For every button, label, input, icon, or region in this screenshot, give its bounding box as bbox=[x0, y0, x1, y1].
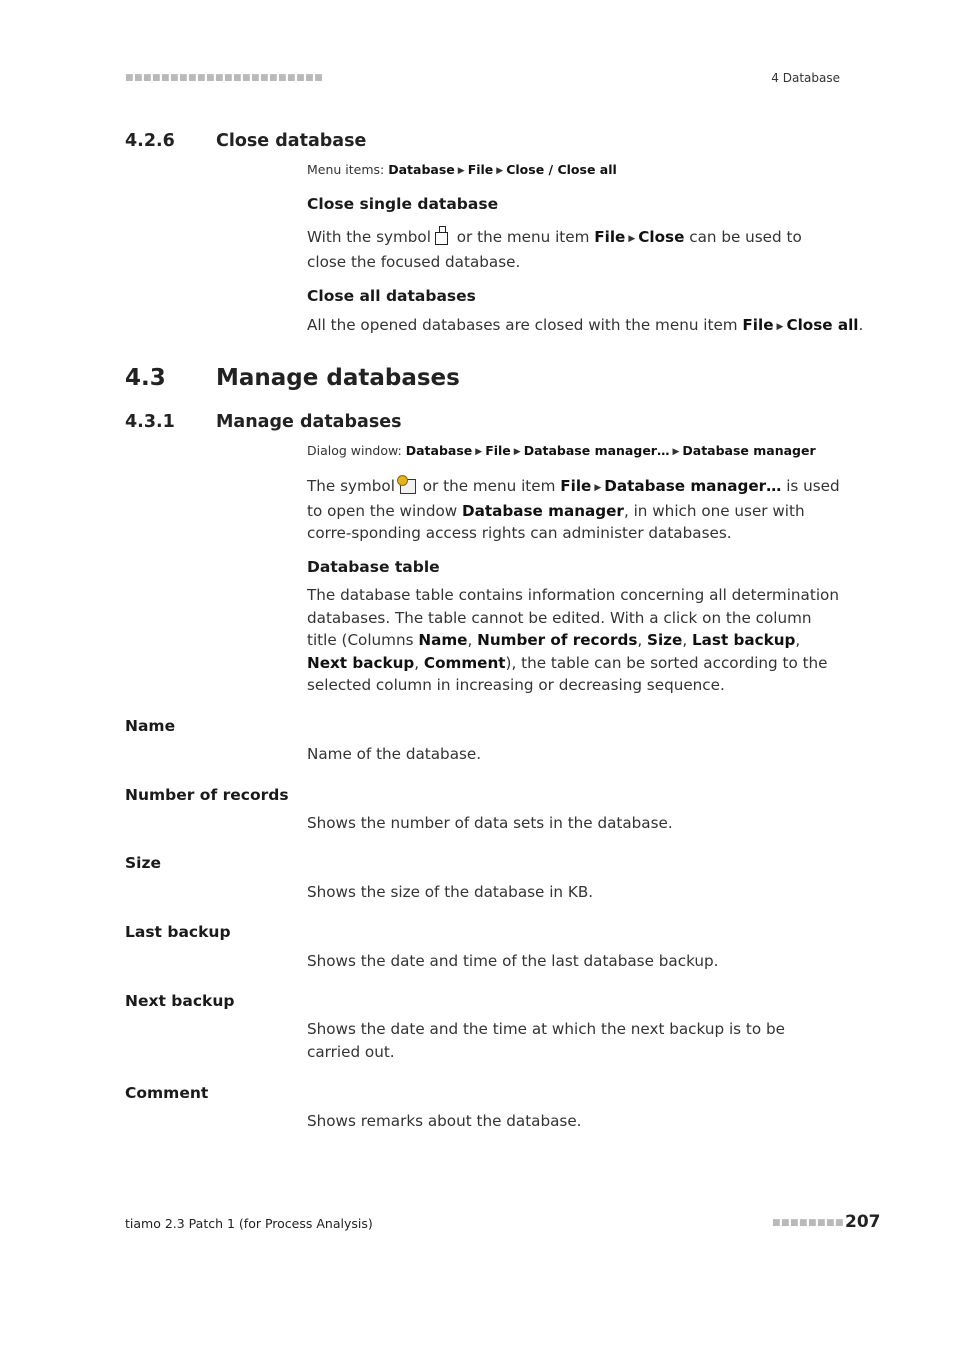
triangle-icon: ▶ bbox=[513, 447, 521, 457]
menu-items-path bbox=[307, 162, 617, 177]
triangle-icon: ▶ bbox=[457, 166, 465, 176]
text: ), the table can be sorted according to the selected column in increasing or decreasing sequence. bbox=[307, 653, 828, 695]
desc-comment: Shows remarks about the database. bbox=[307, 1112, 582, 1130]
menu-path-item: Close / Close all bbox=[506, 162, 617, 177]
text: or the menu item bbox=[422, 477, 556, 495]
term-size: Size bbox=[125, 854, 162, 872]
paragraph-manage-intro bbox=[307, 475, 842, 545]
menu-path-item: File bbox=[467, 162, 494, 177]
term-name: Name bbox=[125, 717, 176, 735]
section-number: 4.2.6 bbox=[125, 131, 175, 151]
text: . bbox=[858, 316, 864, 334]
menu-term: File bbox=[594, 228, 626, 246]
text: All the opened databases are closed with the menu item bbox=[307, 316, 738, 334]
menu-path-item: Database manager bbox=[682, 443, 816, 458]
desc-number-of-records: Shows the number of data sets in the database. bbox=[307, 814, 673, 832]
header-decoration: ■■■■■■■■■■■■■■■■■■■■■■ bbox=[125, 73, 324, 83]
dialog-window-label: Dialog window: bbox=[307, 443, 402, 458]
triangle-icon: ▶ bbox=[628, 234, 636, 244]
section-heading-4-2-6 bbox=[125, 131, 825, 155]
term-comment: Comment bbox=[125, 1084, 209, 1102]
menu-path-item: File bbox=[485, 443, 511, 458]
footer-decoration: ■■■■■■■■ bbox=[772, 1218, 845, 1228]
menu-path-item: Database manager… bbox=[523, 443, 670, 458]
section-number: 4.3.1 bbox=[125, 412, 175, 432]
menu-path-item: Database bbox=[388, 162, 455, 177]
menu-term: File bbox=[742, 316, 774, 334]
section-heading-4-3 bbox=[125, 365, 825, 395]
text: can be used to close the focused database. bbox=[307, 228, 802, 271]
paragraph-database-table: The database table contains information concerning all determination databases. The table cannot be edited. With a click on the column title (Columns Name, Number of records, Size, Last backup, Next backup, Comment), the table can be sorted according to the selected column in increasing or decreasing sequence. bbox=[307, 586, 839, 695]
term-next-backup: Next backup bbox=[125, 992, 235, 1010]
menu-items-label: Menu items: bbox=[307, 162, 385, 177]
column-name: Name bbox=[418, 631, 468, 650]
text: is used to open the window bbox=[307, 477, 840, 520]
column-name: Size bbox=[647, 631, 683, 650]
triangle-icon: ▶ bbox=[496, 166, 504, 176]
dialog-window-path bbox=[307, 443, 816, 458]
term-last-backup: Last backup bbox=[125, 923, 231, 941]
menu-term: Close bbox=[638, 228, 685, 246]
column-name: Number of records bbox=[477, 631, 638, 650]
section-number: 4.3 bbox=[125, 365, 166, 391]
triangle-icon: ▶ bbox=[776, 322, 784, 332]
section-title: Manage databases bbox=[216, 412, 402, 432]
triangle-icon: ▶ bbox=[594, 483, 602, 493]
close-database-icon bbox=[433, 226, 450, 245]
page-number: 207 bbox=[845, 1212, 881, 1232]
footer-product: tiamo 2.3 Patch 1 (for Process Analysis) bbox=[125, 1216, 373, 1231]
column-name: Comment bbox=[423, 653, 506, 672]
term-number-of-records: Number of records bbox=[125, 786, 289, 804]
menu-path-item: Database bbox=[405, 443, 473, 458]
desc-next-backup: Shows the date and the time at which the next backup is to be carried out. bbox=[307, 1020, 785, 1061]
menu-term: Database manager… bbox=[604, 477, 782, 495]
text: The database table contains information concerning all determination databases. The table cannot be edited. With a click on the column title (Columns bbox=[307, 586, 839, 650]
triangle-icon: ▶ bbox=[475, 447, 483, 457]
column-name: Next backup bbox=[307, 653, 415, 672]
subheading-close-all: Close all databases bbox=[307, 287, 476, 305]
triangle-icon: ▶ bbox=[672, 447, 680, 457]
desc-name: Name of the database. bbox=[307, 745, 482, 763]
text: or the menu item bbox=[456, 228, 590, 246]
window-name: Database manager bbox=[462, 501, 624, 520]
menu-term: Close all bbox=[786, 316, 859, 334]
database-manager-icon bbox=[397, 475, 416, 494]
desc-size: Shows the size of the database in KB. bbox=[307, 883, 594, 901]
section-title: Manage databases bbox=[216, 365, 460, 391]
desc-last-backup: Shows the date and time of the last database backup. bbox=[307, 952, 719, 970]
column-name: Last backup bbox=[691, 631, 796, 650]
running-header-chapter: 4 Database bbox=[771, 71, 840, 85]
text: With the symbol bbox=[307, 228, 431, 246]
subheading-close-single: Close single database bbox=[307, 195, 499, 213]
paragraph-close-all bbox=[307, 314, 867, 339]
section-heading-4-3-1 bbox=[125, 412, 825, 436]
text: The symbol bbox=[307, 477, 395, 495]
subheading-database-table: Database table bbox=[307, 558, 440, 576]
paragraph-close-single bbox=[307, 226, 842, 273]
text: , in which one user with corre-sponding access rights can administer databases. bbox=[307, 501, 805, 543]
menu-term: File bbox=[560, 477, 592, 495]
section-title: Close database bbox=[216, 131, 367, 151]
